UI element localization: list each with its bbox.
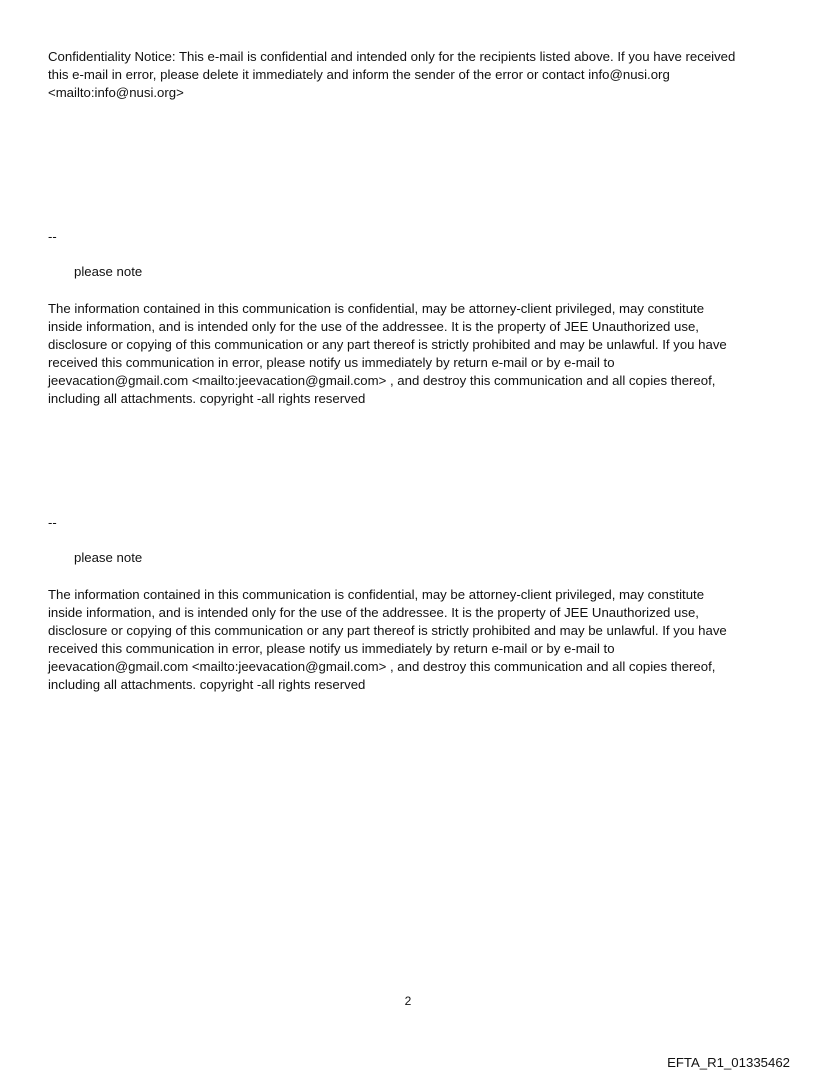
page-number: 2 bbox=[404, 994, 412, 1008]
disclaimer-body-1: The information contained in this communication is confidential, may be attorney-client privileged, may constitute inside information, and is intended only for the use of the addressee. It is the property of JEE Unauthorized use, disclosure or copying of this communication or any part thereof is strictly prohibited and may be unlawful. If you have received this communication in error, please notify us immediately by return e-mail or by e-mail to jeevacation@gmail.com <mailto:jeevacation@gmail.com> , and destroy this communication and all copies thereof, including all attachments. copyright -all rights reserved bbox=[48, 301, 727, 406]
document-id: EFTA_R1_01335462 bbox=[667, 1055, 790, 1070]
confidentiality-notice: Confidentiality Notice: This e-mail is confidential and intended only for the recipients listed above. If you have received this e-mail in error, please delete it immediately and inform the sender of the error or contact info@nusi.org <mailto:info@nusi.org> bbox=[48, 49, 736, 100]
please-note-2: please note bbox=[74, 550, 143, 565]
please-note-1: please note bbox=[74, 264, 143, 279]
disclaimer-body-2: The information contained in this communication is confidential, may be attorney-client privileged, may constitute inside information, and is intended only for the use of the addressee. It is the property of JEE Unauthorized use, disclosure or copying of this communication or any part thereof is strictly prohibited and may be unlawful. If you have received this communication in error, please notify us immediately by return e-mail or by e-mail to jeevacation@gmail.com <mailto:jeevacation@gmail.com> , and destroy this communication and all copies thereof, including all attachments. copyright -all rights reserved bbox=[48, 587, 727, 692]
separator-1: -- bbox=[48, 229, 57, 244]
separator-2: -- bbox=[48, 515, 57, 530]
